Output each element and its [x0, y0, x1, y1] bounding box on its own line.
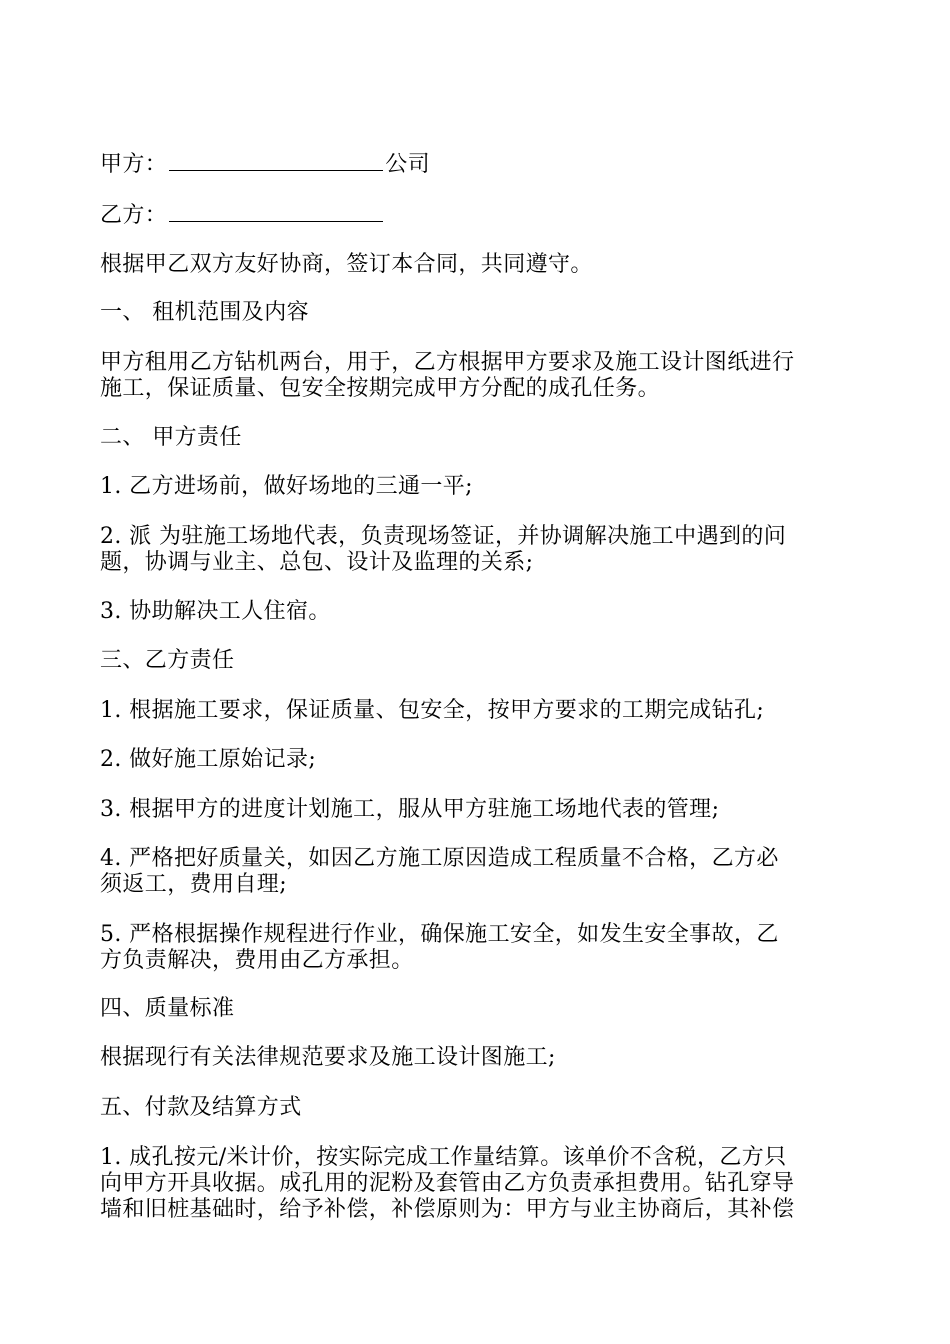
party-a-line	[100, 150, 852, 178]
party-b-line	[100, 201, 852, 229]
section-3-item-5-line-1: 5. 严格根据操作规程进行作业，确保施工安全，如发生安全事故，乙	[100, 922, 779, 947]
section-1-title: 一、 租机范围及内容	[100, 300, 309, 325]
section-3-item-4-line-1: 4. 严格把好质量关，如因乙方施工原因造成工程质量不合格，乙方必	[100, 846, 779, 871]
section-3-title: 三、乙方责任	[100, 648, 235, 673]
section-4-title: 四、质量标准	[100, 996, 235, 1021]
intro-paragraph: 根据甲乙双方友好协商，签订本合同，共同遵守。	[100, 252, 593, 277]
section-5-item-1-line-2: 向甲方开具收据。成孔用的泥粉及套管由乙方负责承担费用。钻孔穿导	[100, 1171, 795, 1196]
section-3-item-1: 1. 根据施工要求，保证质量、包安全，按甲方要求的工期完成钻孔;	[100, 698, 765, 723]
section-3-item-4-line-2: 须返工，费用自理;	[100, 872, 288, 897]
section-2-item-1: 1. 乙方进场前，做好场地的三通一平;	[100, 474, 473, 499]
section-2-item-3: 3. 协助解决工人住宿。	[100, 599, 331, 624]
section-5-item-1-line-1: 1. 成孔按元/米计价，按实际完成工作量结算。该单价不含税，乙方只	[100, 1145, 787, 1170]
section-2-item-2-line-2: 题，协调与业主、总包、设计及监理的关系;	[100, 550, 534, 575]
party-b-label: 乙方：	[100, 203, 168, 228]
section-2-title: 二、 甲方责任	[100, 425, 242, 450]
party-a-suffix: 公司	[385, 152, 431, 177]
party-a-label: 甲方：	[100, 152, 168, 177]
section-5-item-1-line-3: 墙和旧桩基础时，给予补偿，补偿原则为：甲方与业主协商后，其补偿	[100, 1197, 795, 1222]
section-5-title: 五、付款及结算方式	[100, 1095, 302, 1120]
party-b-blank	[169, 201, 383, 222]
section-2-item-2-line-1: 2. 派 为驻施工场地代表，负责现场签证，并协调解决施工中遇到的问	[100, 524, 787, 549]
section-3-item-5-line-2: 方负责解决，费用由乙方承担。	[100, 948, 414, 973]
party-a-blank	[169, 150, 383, 171]
section-3-item-2: 2. 做好施工原始记录;	[100, 747, 317, 772]
section-1-body-line-2: 施工，保证质量、包安全按期完成甲方分配的成孔任务。	[100, 376, 661, 401]
section-3-item-3: 3. 根据甲方的进度计划施工，服从甲方驻施工场地代表的管理;	[100, 797, 720, 822]
section-4-body: 根据现行有关法律规范要求及施工设计图施工;	[100, 1045, 556, 1070]
section-1-body-line-1: 甲方租用乙方钻机两台，用于，乙方根据甲方要求及施工设计图纸进行	[100, 350, 795, 375]
